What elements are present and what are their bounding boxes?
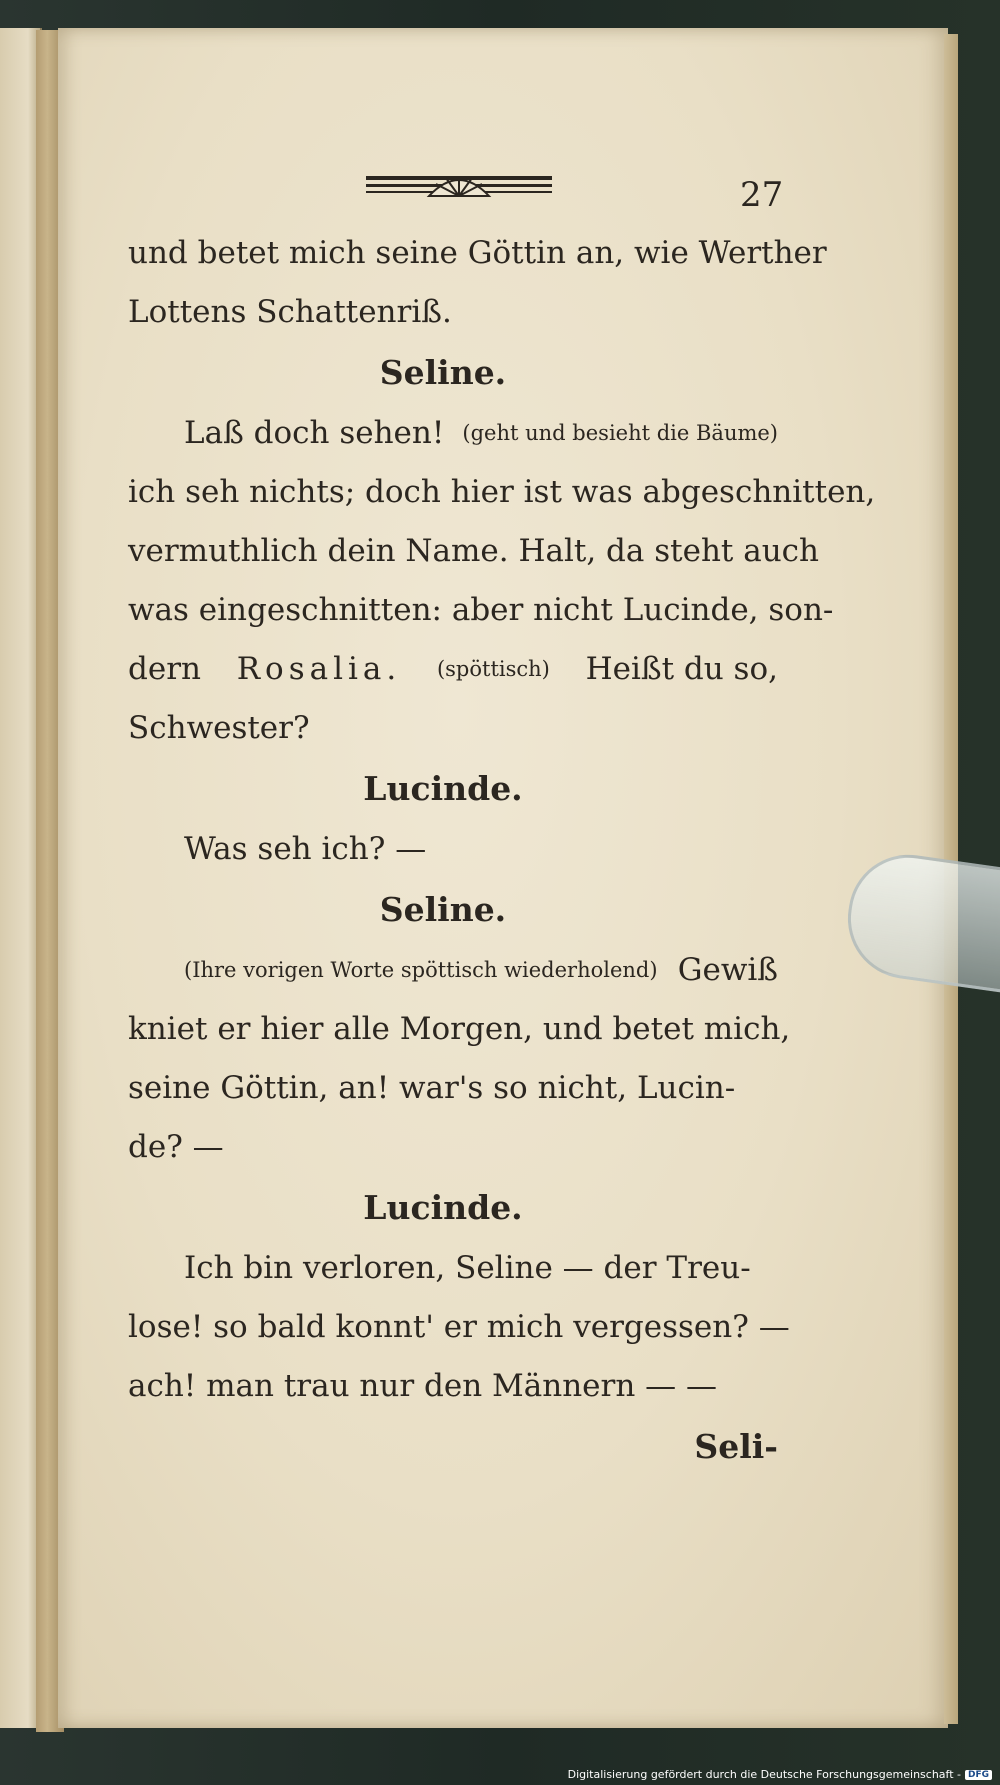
text-line: lose! so bald konnt' er mich vergessen? — <box>128 1309 790 1345</box>
page-number: 27 <box>740 175 784 215</box>
text-segment: Laß doch sehen! <box>184 415 445 451</box>
text-line: vermuthlich dein Name. Halt, da steht auch <box>128 533 819 569</box>
text-line: was eingeschnitten: aber nicht Lucinde, son- <box>128 592 834 628</box>
dfg-logo: DFG <box>965 1770 992 1780</box>
text-line: ich seh nichts; doch hier ist was abgeschnitten, <box>128 474 876 510</box>
text-line: de? — <box>128 1129 224 1165</box>
stage-direction: (Ihre vorigen Worte spöttisch wiederholend) <box>184 958 658 982</box>
text-block <box>128 224 876 1478</box>
speaker-name: Seline. <box>379 353 507 392</box>
text-segment: dern <box>128 651 201 687</box>
speaker-name: Seline. <box>379 890 507 929</box>
stage-direction: (spöttisch) <box>436 657 550 681</box>
stage-direction: (geht und besieht die Bäume) <box>462 421 778 445</box>
text-line <box>128 941 778 1000</box>
text-line <box>128 640 778 699</box>
text-line: kniet er hier alle Morgen, und betet mich, <box>128 1011 791 1047</box>
text-line: und betet mich seine Göttin an, wie Werther <box>128 235 827 271</box>
text-line: Ich bin verloren, Seline — der Treu- <box>184 1250 751 1286</box>
text-line: Schwester? <box>128 710 310 746</box>
catchword: Seli- <box>694 1427 778 1466</box>
speaker-name: Lucinde. <box>363 1188 523 1227</box>
footer-credit <box>568 1768 992 1781</box>
text-line: seine Göttin, an! war's so nicht, Lucin- <box>128 1070 736 1106</box>
speaker-name: Lucinde. <box>363 769 523 808</box>
text-segment: Rosalia. <box>236 651 402 687</box>
text-line <box>128 404 778 463</box>
text-line: ach! man trau nur den Männern — — <box>128 1368 717 1404</box>
footer-credit-text: Digitalisierung gefördert durch die Deutsche Forschungsgemeinschaft - <box>567 1768 961 1781</box>
text-line: Was seh ich? — <box>184 831 427 867</box>
text-line: Lottens Schattenriß. <box>128 294 452 330</box>
text-segment: Gewiß <box>677 952 778 988</box>
header-ornament <box>366 170 552 204</box>
text-segment: Heißt du so, <box>585 651 778 687</box>
